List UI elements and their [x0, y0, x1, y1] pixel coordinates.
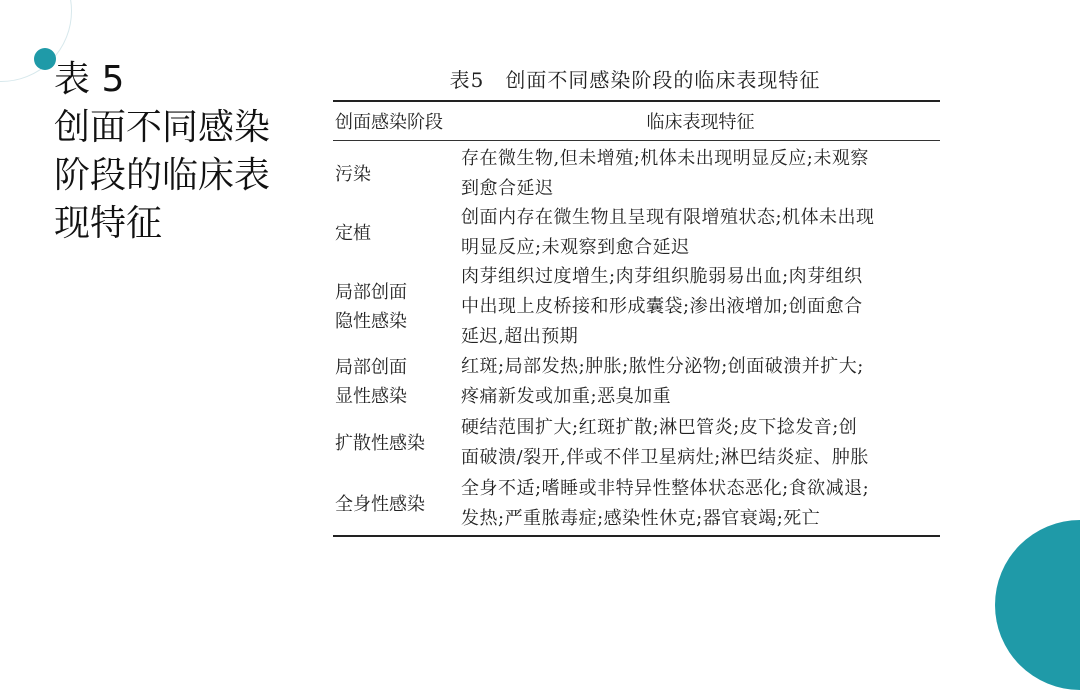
stage-text: 全身性感染 [335, 493, 425, 515]
features-cell [461, 203, 940, 263]
header-features: 临床表现特征 [646, 112, 755, 133]
table-header-row [333, 102, 940, 141]
stage-text: 隐性感染 [335, 311, 407, 332]
stage-cell [333, 160, 461, 189]
table-row [333, 351, 940, 413]
features-line: 面破溃/裂开,伴或不伴卫星病灶;淋巴结炎症、肿胀 [461, 447, 869, 468]
features-cell [461, 352, 940, 412]
stage-text: 扩散性感染 [335, 432, 425, 454]
corner-circle-decoration [995, 520, 1080, 690]
stage-cell [333, 219, 461, 248]
stage-cell [333, 353, 461, 411]
slide-title-line: 现特征 [54, 203, 163, 244]
stage-cell [333, 490, 461, 519]
features-cell [461, 413, 940, 473]
features-line: 中出现上皮桥接和形成囊袋;渗出液增加;创面愈合 [461, 296, 863, 317]
features-cell [461, 144, 940, 204]
table-caption: 表5 创面不同感染阶段的临床表现特征 [449, 68, 821, 92]
slide-title-line: 创面不同感染 [54, 107, 271, 148]
features-line: 发热;严重脓毒症;感染性休克;器官衰竭;死亡 [461, 508, 821, 529]
table-row [333, 473, 940, 535]
infection-stage-table [333, 100, 940, 537]
accent-dot [34, 48, 56, 70]
features-line: 疼痛新发或加重;恶臭加重 [461, 386, 672, 407]
features-line: 存在微生物,但未增殖;机体未出现明显反应;未观察 [461, 148, 869, 169]
stage-text: 局部创面 [335, 282, 407, 303]
slide-title-line: 阶段的临床表 [54, 155, 271, 196]
table-row [333, 263, 940, 351]
stage-text: 污染 [335, 163, 371, 185]
slide-title-line: 表 5 [54, 59, 125, 100]
slide-title [54, 56, 294, 248]
features-line: 到愈合延迟 [461, 178, 554, 199]
features-line: 全身不适;嗜睡或非特异性整体状态恶化;食欲减退; [461, 478, 870, 499]
features-line: 红斑;局部发热;肿胀;脓性分泌物;创面破溃并扩大; [461, 356, 864, 377]
stage-text: 定植 [335, 222, 371, 244]
stage-cell [333, 429, 461, 458]
header-stage: 创面感染阶段 [335, 112, 443, 133]
table-row [333, 203, 940, 263]
features-cell [461, 474, 940, 534]
stage-text: 显性感染 [335, 386, 407, 407]
stage-cell [333, 278, 461, 336]
features-line: 硬结范围扩大;红斑扩散;淋巴管炎;皮下捻发音;创 [461, 417, 858, 438]
features-line: 创面内存在微生物且呈现有限增殖状态;机体未出现 [461, 207, 875, 228]
features-line: 延迟,超出预期 [461, 326, 579, 347]
features-cell [461, 262, 940, 352]
table-row [333, 413, 940, 473]
stage-text: 局部创面 [335, 357, 407, 378]
features-line: 明显反应;未观察到愈合延迟 [461, 237, 690, 258]
features-line: 肉芽组织过度增生;肉芽组织脆弱易出血;肉芽组织 [461, 266, 863, 287]
table-row [333, 145, 940, 203]
